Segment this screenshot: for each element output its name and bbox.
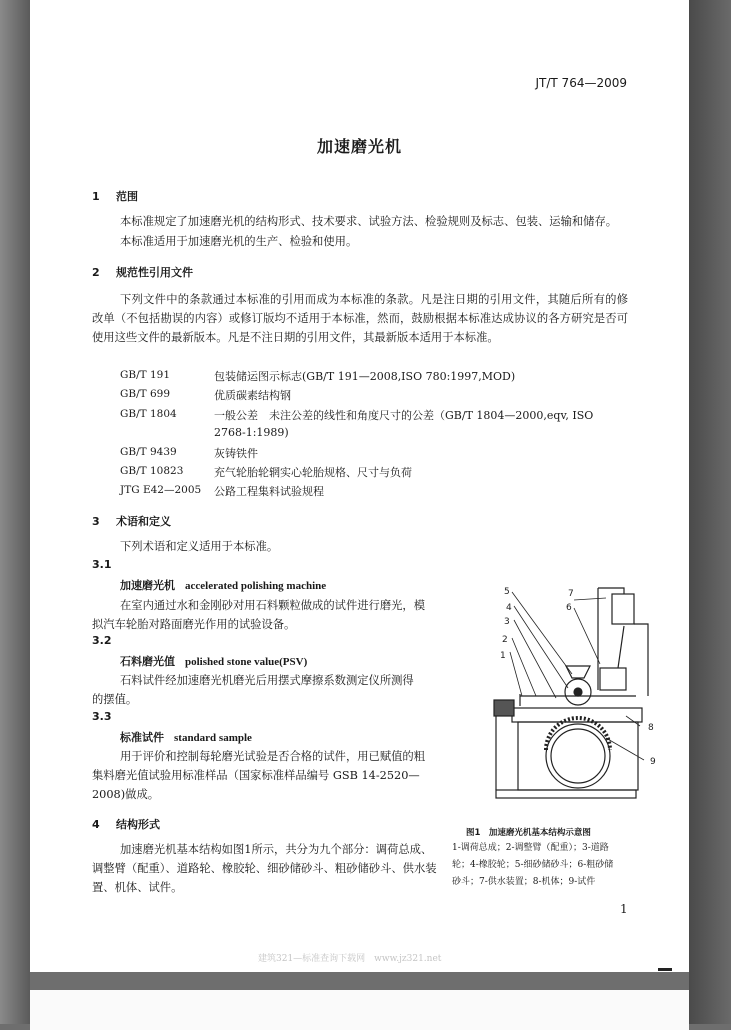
section-1-paragraph-1: 本标准规定了加速磨光机的结构形式、技术要求、试验方法、检验规则及标志、包装、运输和储存。 [120, 215, 618, 228]
ref-code: GB/T 9439 [120, 446, 177, 458]
figure-legend: 砂斗；7-供水装置；8-机体；9-试件 [452, 877, 596, 887]
diagram-base [496, 790, 636, 798]
ref-title: 灰铸铁件 [214, 447, 258, 460]
diagram-road-wheel-inner [551, 729, 605, 783]
diagram-label: 9 [650, 757, 656, 767]
diagram-label: 3 [504, 617, 510, 627]
ref-title: 包装储运图示标志(GB/T 191—2008,ISO 780:1997,MOD) [214, 370, 516, 383]
ref-title: 充气轮胎轮辋实心轮胎规格、尺寸与负荷 [214, 466, 412, 479]
ref-code: GB/T 191 [120, 369, 171, 381]
diagram-label: 4 [506, 603, 512, 613]
term-definition-continued: 的摆值。 [92, 693, 138, 706]
ref-code: GB/T 699 [120, 388, 171, 400]
section-4-paragraph-continued: 置、机体、试件。 [92, 881, 183, 894]
diagram-label: 1 [500, 651, 506, 661]
diagram-water-pipe-2 [634, 624, 648, 696]
term-number: 3.3 [92, 710, 112, 723]
page-number: 1 [620, 902, 628, 916]
term-heading: 石料磨光值 polished stone value(PSV) [120, 655, 308, 668]
ref-code: GB/T 10823 [120, 465, 184, 477]
diagram-label: 8 [648, 723, 654, 733]
figure-legend: 轮；4-橡胶轮；5-细砂储砂斗；6-粗砂储 [452, 860, 614, 870]
section-3-heading: 3 术语和定义 [92, 515, 171, 528]
figure-legend: 1-调荷总成；2-调整臂（配重）；3-道路 [452, 843, 609, 853]
ref-title-continued: 2768-1:1989) [214, 426, 289, 439]
section-4-paragraph-continued: 调整臂（配重）、道路轮、橡胶轮、细砂储砂斗、粗砂储砂斗、供水装 [92, 862, 437, 875]
next-page-preview [30, 990, 689, 1030]
diagram-road-wheel [546, 724, 610, 788]
term-definition-continued: 集料磨光值试验用标准样品（国家标准样品编号 GSB 14-2520— [92, 769, 420, 782]
diagram-label: 2 [502, 635, 508, 645]
watermark-footer: 建筑321—标准查询下载网 www.jz321.net [258, 954, 442, 964]
section-4-heading: 4 结构形式 [92, 818, 160, 831]
term-number: 3.1 [92, 558, 112, 571]
diagram-water-pipe-3 [618, 626, 624, 668]
diagram-rubber-wheel-hub [574, 688, 582, 696]
diagram-water-tank [612, 594, 634, 624]
diagram-label: 7 [568, 589, 574, 599]
term-definition: 石料试件经加速磨光机磨光后用摆式摩擦系数测定仪所测得 [120, 674, 414, 687]
diagram-specimens [546, 718, 610, 750]
diagram-water-pipe [598, 588, 624, 690]
page-edge-marker [658, 968, 672, 971]
diagram-machine-body [518, 722, 638, 790]
term-definition-continued: 2008)做成。 [92, 788, 160, 801]
term-heading: 标准试件 standard sample [120, 731, 252, 744]
term-heading: 加速磨光机 accelerated polishing machine [120, 579, 327, 592]
section-1-paragraph-2: 本标准适用于加速磨光机的生产、检验和使用。 [120, 235, 358, 248]
term-definition: 在室内通过水和金刚砂对用石料颗粒做成的试件进行磨光，模 [120, 599, 426, 612]
diagram-counterweight [494, 700, 514, 716]
standard-number: JT/T 764—2009 [535, 76, 627, 90]
section-2-intro: 下列文件中的条款通过本标准的引用而成为本标准的条款。凡是注日期的引用文件，其随后所有的修改单（不包括勘误的内容）或修订版均不适用于本标准，然而，鼓励根据本标准达成协议的各方研究是否可使用这些文件的最新版本。凡是不注日期的引用文件，其最新版本适用于本标准。 [92, 293, 628, 344]
document-page [30, 0, 689, 972]
machine-diagram [460, 578, 660, 803]
viewer-left-margin [0, 0, 30, 1024]
section-1-heading: 1 范围 [92, 190, 138, 203]
ref-code: GB/T 1804 [120, 408, 177, 420]
section-3-intro: 下列术语和定义适用于本标准。 [120, 540, 279, 553]
term-number: 3.2 [92, 634, 112, 647]
section-2-heading: 2 规范性引用文件 [92, 266, 193, 279]
ref-title: 公路工程集料试验规程 [214, 485, 324, 498]
diagram-label: 5 [504, 587, 510, 597]
term-definition-continued: 拟汽车轮胎对路面磨光作用的试验设备。 [92, 618, 296, 631]
section-4-paragraph: 加速磨光机基本结构如图1所示，共分为九个部分：调荷总成、 [120, 843, 433, 856]
page-title: 加速磨光机 [316, 137, 402, 156]
viewer-right-margin [689, 0, 731, 1024]
term-definition: 用于评价和控制每轮磨光试验是否合格的试件，用已赋值的粗 [120, 750, 426, 763]
ref-code: JTG E42—2005 [120, 484, 202, 496]
diagram-fine-hopper [566, 666, 590, 678]
ref-title: 优质碳素结构钢 [214, 389, 291, 402]
figure-caption: 图1 加速磨光机基本结构示意图 [466, 828, 591, 838]
ref-title: 一般公差 未注公差的线性和角度尺寸的公差（GB/T 1804—2000,eqv, ISO [214, 409, 594, 422]
diagram-label: 6 [566, 603, 572, 613]
diagram-coarse-hopper [600, 668, 626, 690]
